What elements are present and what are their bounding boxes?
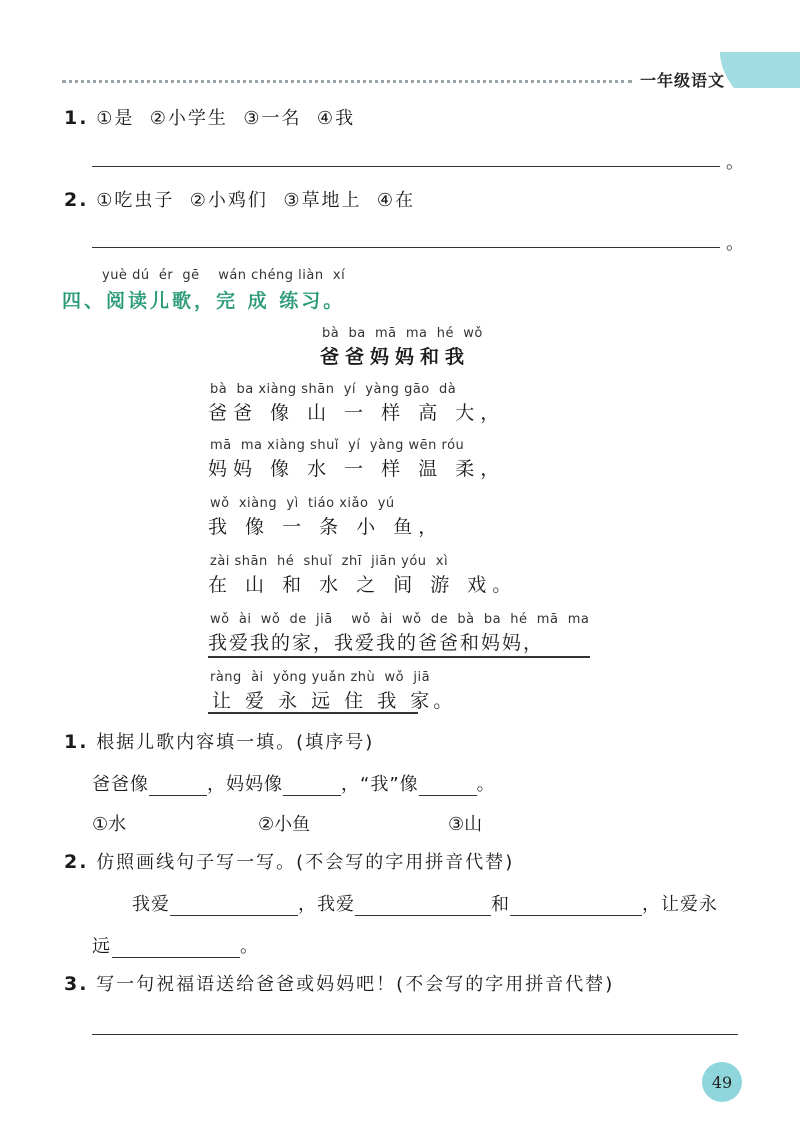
s3-q2 [64, 186, 415, 212]
s4-q2 [64, 848, 514, 874]
s4-q2-part-a: 我爱 [132, 894, 170, 915]
s4-q2-blank-1[interactable] [170, 895, 298, 916]
s4-q2-part-end: 。 [240, 936, 260, 957]
s4-q1-blank-3[interactable] [419, 775, 477, 796]
s3-q1-number: 1. [64, 107, 89, 129]
s4-q1-fill-row [92, 770, 496, 796]
s4-q1-number: 1. [64, 731, 89, 753]
poem-line-5: 我爱我的家，我爱我的爸爸和妈妈， [208, 632, 545, 654]
poem-line-2-pinyin: mā ma xiàng shuǐ yí yàng wēn róu [210, 438, 465, 453]
s4-q3-answer-line[interactable] [92, 1034, 738, 1035]
s4-q3-prompt: 写一句祝福语送给爸爸或妈妈吧！(不会写的字用拼音代替) [96, 974, 615, 995]
poem-line-6-underline [208, 712, 418, 714]
poem-title-pinyin: bà ba mā ma hé wǒ [322, 326, 483, 341]
poem-title: 爸爸妈妈和我 [320, 346, 471, 368]
s4-q2-fill-row [132, 890, 718, 916]
s3-q1-options: ①是 ②小学生 ③一名 ④我 [96, 108, 356, 129]
s4-q3 [64, 970, 614, 996]
s4-q2-blank-3[interactable] [510, 895, 642, 916]
s4-q2-part-c: 和 [491, 894, 510, 915]
s4-title-pinyin: yuè dú ér gē wán chéng liàn xí [102, 268, 346, 283]
s3-q1-answer-line[interactable] [92, 166, 720, 167]
s4-q1-fill-a: 爸爸像 [92, 774, 149, 795]
s3-q1 [64, 104, 355, 130]
poem-line-4-pinyin: zài shān hé shuǐ zhī jiān yóu xì [210, 554, 449, 569]
s4-q1 [64, 728, 374, 754]
poem-line-5-pinyin: wǒ ài wǒ de jiā wǒ ài wǒ de bà ba hé mā ma [210, 612, 590, 627]
poem-line-4: 在 山 和 水 之 间 游 戏。 [208, 574, 518, 596]
s4-q1-prompt: 根据儿歌内容填一填。(填序号) [96, 732, 375, 753]
s3-q2-answer-line[interactable] [92, 247, 720, 248]
page-number-badge [702, 1062, 742, 1102]
s4-q2-fill-row-2 [92, 932, 260, 958]
poem-line-3: 我 像 一 条 小 鱼， [208, 516, 444, 538]
s4-q2-blank-4[interactable] [112, 937, 240, 958]
s4-q2-prompt: 仿照画线句子写一写。(不会写的字用拼音代替) [96, 852, 515, 873]
s4-q2-part-d: ，让爱永 [642, 894, 718, 915]
s4-q2-part-e: 远 [92, 936, 112, 957]
s4-q2-number: 2. [64, 851, 89, 873]
s4-q1-fill-b: ，妈妈像 [207, 774, 283, 795]
poem-line-5-underline [208, 656, 590, 658]
poem-line-6: 让 爱 永 远 住 我 家。 [212, 690, 457, 712]
poem-line-2: 妈妈 像 水 一 样 温 柔， [208, 458, 506, 480]
poem-line-1: 爸爸 像 山 一 样 高 大， [208, 402, 506, 424]
s3-q2-number: 2. [64, 189, 89, 211]
s3-q2-options: ①吃虫子 ②小鸡们 ③草地上 ④在 [96, 190, 416, 211]
s4-q2-part-b: ，我爱 [298, 894, 355, 915]
s4-q1-choice-1: ①水 [92, 814, 127, 835]
s4-q3-number: 3. [64, 973, 89, 995]
s4-q1-blank-2[interactable] [283, 775, 341, 796]
poem-line-1-pinyin: bà ba xiàng shān yí yàng gāo dà [210, 382, 457, 397]
s4-q1-fill-c: ，“我”像 [341, 774, 419, 795]
s4-title: 四、阅读儿歌，完 成 练习。 [62, 290, 346, 312]
s4-q1-choice-3: ③山 [448, 814, 483, 835]
s3-q1-end-mark: 。 [726, 152, 746, 173]
poem-line-3-pinyin: wǒ xiàng yì tiáo xiǎo yú [210, 496, 395, 511]
s3-q2-end-mark: 。 [726, 233, 746, 254]
grade-label: 一年级语文 [640, 71, 726, 90]
poem-line-6-pinyin: ràng ài yǒng yuǎn zhù wǒ jiā [210, 670, 431, 685]
header-dotted-rule [62, 80, 632, 83]
s4-q1-choice-2: ②小鱼 [258, 814, 311, 835]
s4-q1-fill-end: 。 [476, 774, 496, 795]
s4-q1-blank-1[interactable] [149, 775, 207, 796]
s4-q2-blank-2[interactable] [355, 895, 491, 916]
page-number: 49 [711, 1072, 733, 1092]
